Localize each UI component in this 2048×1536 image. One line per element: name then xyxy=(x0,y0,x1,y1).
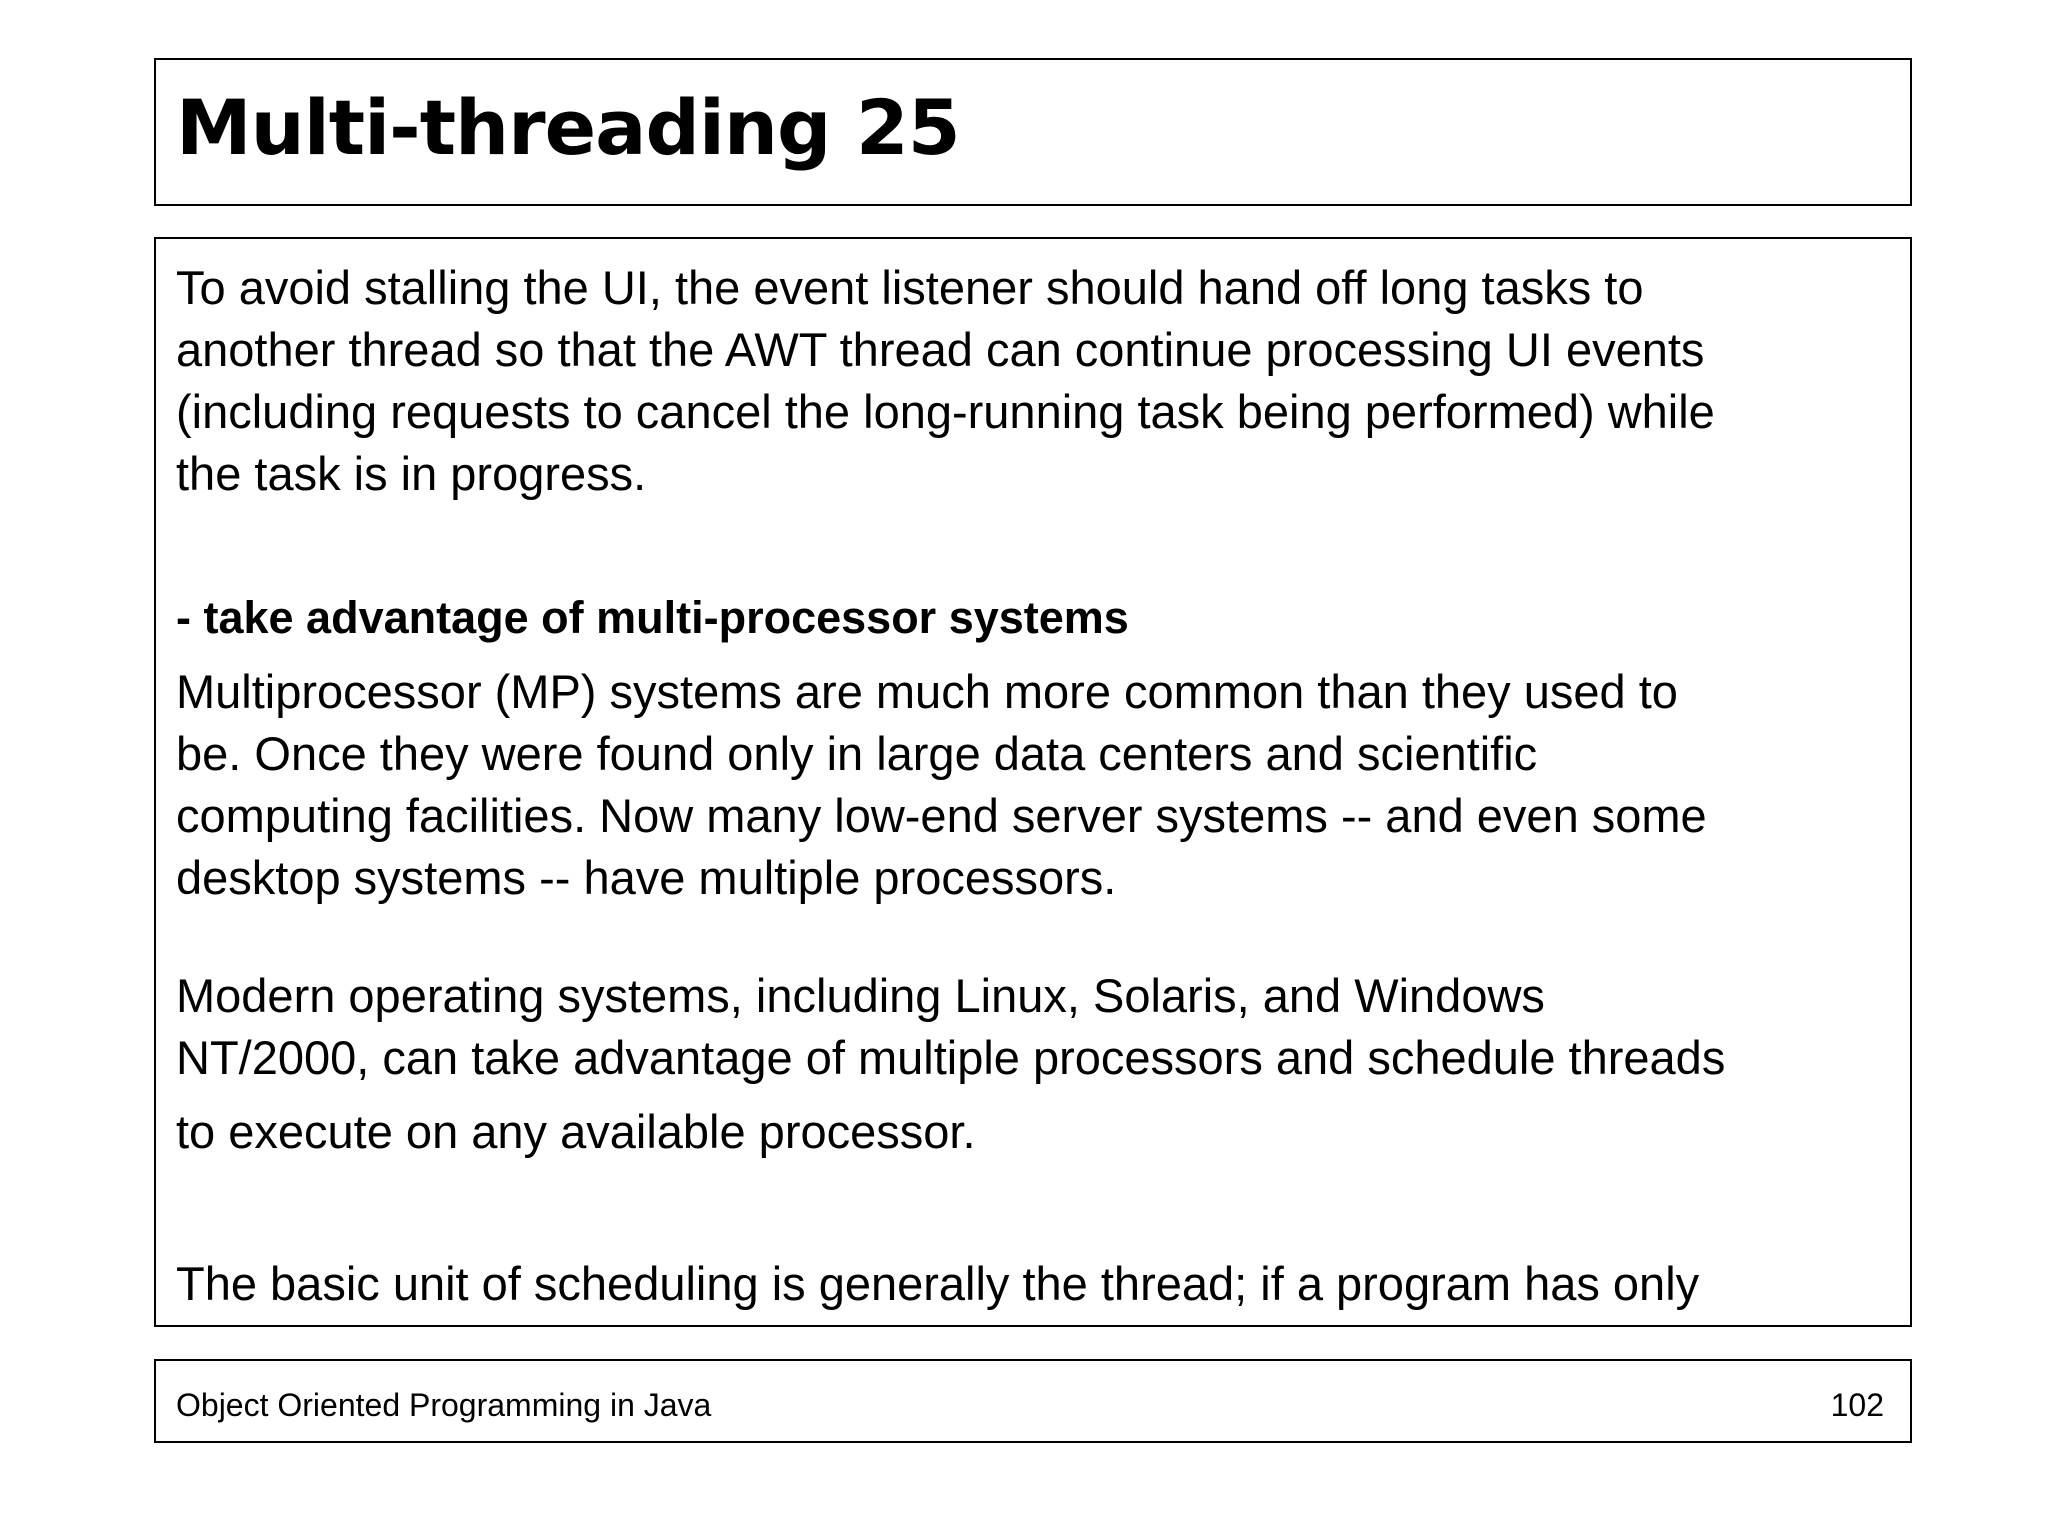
footer-course-title: Object Oriented Programming in Java xyxy=(176,1387,712,1423)
paragraph-scheduling xyxy=(176,1253,1896,1315)
footer-page-number: 102 xyxy=(1830,1387,1884,1423)
paragraph-line: (including requests to cancel the long-running task being performed) while xyxy=(176,385,1715,438)
paragraph-line: computing facilities. Now many low-end server systems -- and even some xyxy=(176,789,1707,842)
paragraph-line: desktop systems -- have multiple processors. xyxy=(176,851,1117,904)
paragraph-line: another thread so that the AWT thread can continue processing UI events xyxy=(176,323,1705,376)
paragraph-operating-systems xyxy=(176,965,1896,1163)
footer-box xyxy=(154,1359,1912,1443)
page-title: Multi-threading 25 xyxy=(176,83,960,172)
paragraph-line: be. Once they were found only in large data centers and scientific xyxy=(176,727,1538,780)
paragraph-multiprocessor xyxy=(176,661,1896,909)
paragraph-line: NT/2000, can take advantage of multiple processors and schedule threads xyxy=(176,1031,1726,1084)
paragraph-line: Modern operating systems, including Linux, Solaris, and Windows xyxy=(176,969,1545,1022)
title-box xyxy=(154,58,1912,206)
paragraph-line: To avoid stalling the UI, the event listener should hand off long tasks to xyxy=(176,261,1644,314)
paragraph-line: the task is in progress. xyxy=(176,447,647,500)
paragraph-ui-stalling xyxy=(176,257,1896,505)
paragraph-line: to execute on any available processor. xyxy=(176,1105,976,1158)
paragraph-line: The basic unit of scheduling is generally the thread; if a program has only xyxy=(176,1257,1700,1310)
paragraph-line: Multiprocessor (MP) systems are much more common than they used to xyxy=(176,665,1678,718)
content-box xyxy=(154,237,1912,1327)
section-subheading: - take advantage of multi-processor systems xyxy=(176,592,1129,643)
